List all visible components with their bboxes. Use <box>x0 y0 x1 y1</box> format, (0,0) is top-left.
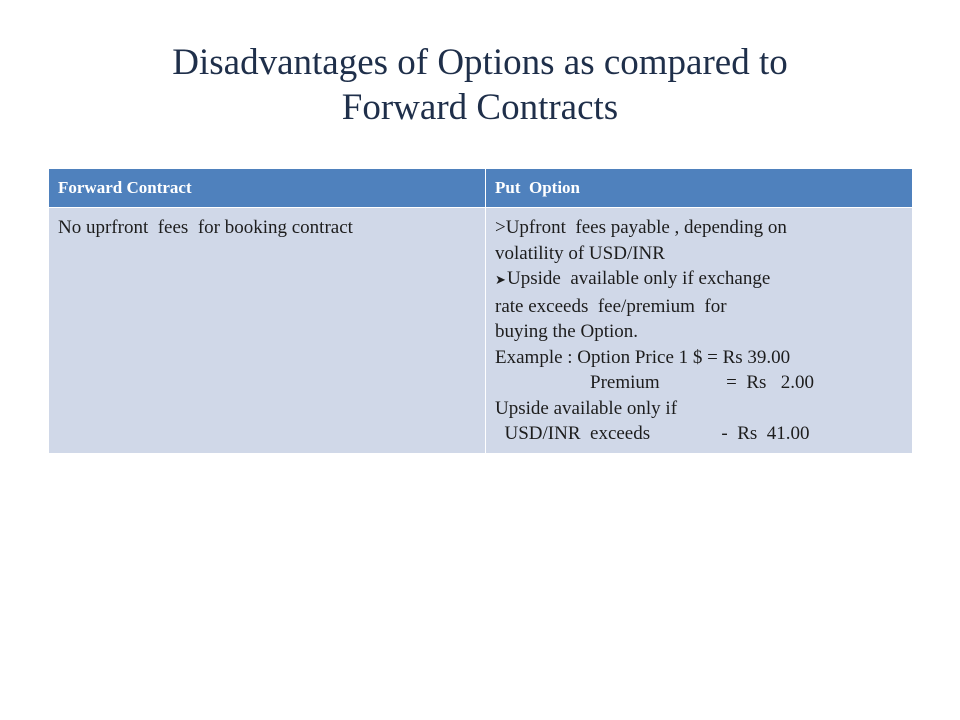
slide-title-line-2: Forward Contracts <box>341 87 619 128</box>
comparison-table <box>48 168 913 454</box>
header-put-option: Put Option <box>486 169 913 208</box>
slide-title-line-1: Disadvantages of Options as compared to <box>172 42 788 83</box>
put-line-4: rate exceeds fee/premium for <box>495 295 727 317</box>
put-line-2: volatility of USD/INR <box>495 242 665 264</box>
put-bullet-line <box>495 266 903 294</box>
put-line-3: Upside available only if exchange <box>507 268 771 289</box>
table-row <box>49 208 913 454</box>
put-line-6: Example : Option Price 1 $ = Rs 39.00 <box>495 346 791 368</box>
table-header-row <box>49 169 913 208</box>
put-line-8: Upside available only if <box>495 397 678 419</box>
cell-forward-contract <box>49 208 486 454</box>
cell-put-option <box>486 208 913 454</box>
arrow-bullet-icon: ➤ <box>495 273 506 288</box>
put-line-1: >Upfront fees payable , depending on <box>495 217 787 238</box>
header-forward-contract: Forward Contract <box>49 169 486 208</box>
forward-contract-text: No uprfront fees for booking contract <box>58 217 353 238</box>
put-line-5: buying the Option. <box>495 321 639 342</box>
put-line-9: USD/INR exceeds - Rs 41.00 <box>495 423 810 444</box>
slide-title <box>60 40 900 130</box>
put-line-7: Premium = Rs 2.00 <box>495 372 814 393</box>
